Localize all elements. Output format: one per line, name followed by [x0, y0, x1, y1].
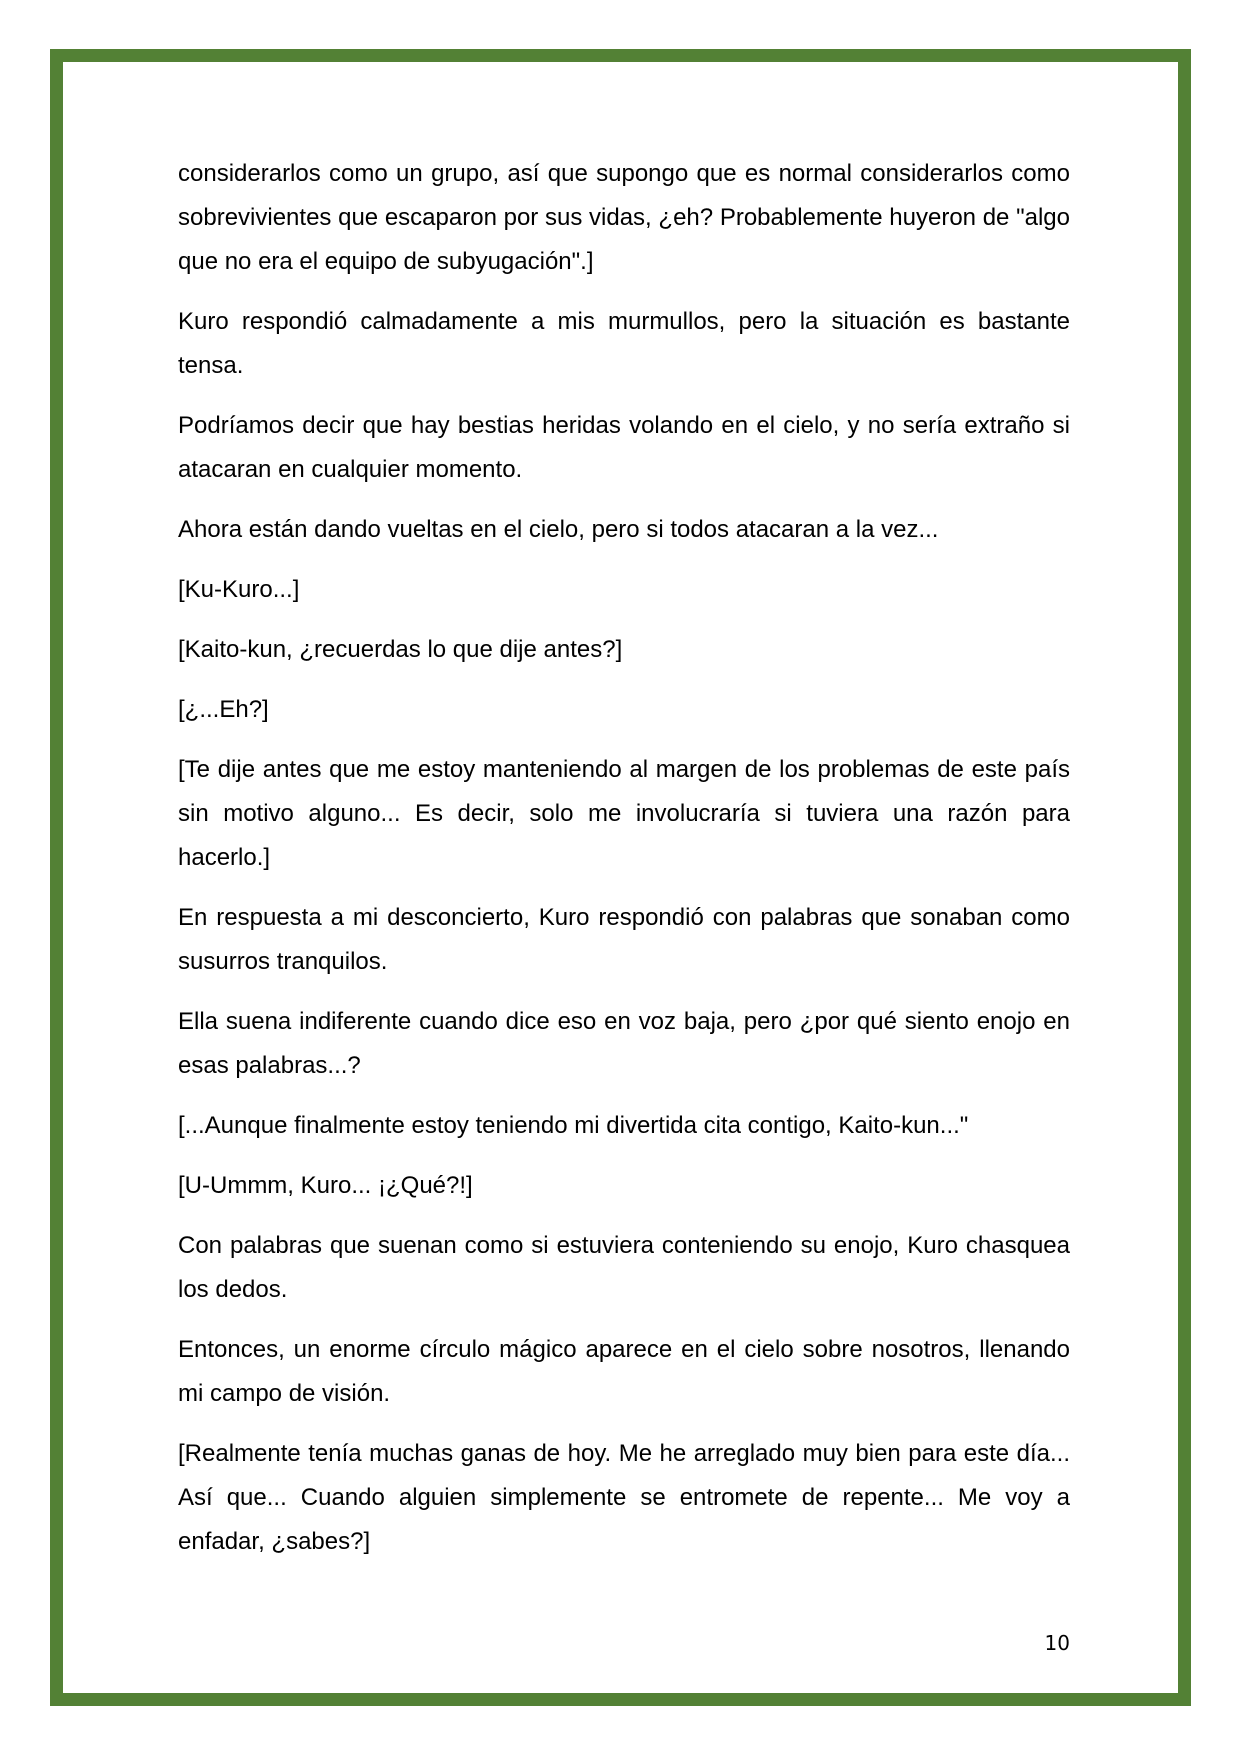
paragraph: [Realmente tenía muchas ganas de hoy. Me he arreglado muy bien para este día... Así que... Cuando alguien simplemente se entromete de repente... Me voy a enfadar, ¿sabes?]	[178, 1440, 1070, 1555]
paragraph: [¿...Eh?]	[178, 696, 269, 723]
paragraph: [Te dije antes que me estoy manteniendo al margen de los problemas de este país sin motivo alguno... Es decir, solo me involucraría si tuviera una razón para hacerlo.]	[178, 756, 1070, 871]
paragraph: Ella suena indiferente cuando dice eso en voz baja, pero ¿por qué siento enojo en esas palabras...?	[178, 1008, 1070, 1079]
paragraph: [Kaito-kun, ¿recuerdas lo que dije antes?]	[178, 636, 623, 663]
paragraph: Kuro respondió calmadamente a mis murmullos, pero la situación es bastante tensa.	[178, 308, 1070, 379]
paragraph: Entonces, un enorme círculo mágico aparece en el cielo sobre nosotros, llenando mi campo de visión.	[178, 1336, 1070, 1407]
paragraph: Con palabras que suenan como si estuviera conteniendo su enojo, Kuro chasquea los dedos.	[178, 1232, 1070, 1303]
paragraph: [...Aunque finalmente estoy teniendo mi divertida cita contigo, Kaito-kun..."	[178, 1112, 969, 1139]
page-number: 10	[1044, 1631, 1070, 1655]
paragraph: [Ku-Kuro...]	[178, 576, 300, 603]
paragraph: considerarlos como un grupo, así que supongo que es normal considerarlos como sobrevivientes que escaparon por sus vidas, ¿eh? Probablemente huyeron de "algo que no era el equipo de subyugación".]	[178, 160, 1070, 275]
paragraph: Ahora están dando vueltas en el cielo, pero si todos atacaran a la vez...	[178, 516, 939, 543]
document-body	[178, 152, 1070, 1580]
paragraph: Podríamos decir que hay bestias heridas volando en el cielo, y no sería extraño si atacaran en cualquier momento.	[178, 412, 1070, 483]
paragraph: En respuesta a mi desconcierto, Kuro respondió con palabras que sonaban como susurros tranquilos.	[178, 904, 1070, 975]
paragraph: [U-Ummm, Kuro... ¡¿Qué?!]	[178, 1172, 473, 1199]
